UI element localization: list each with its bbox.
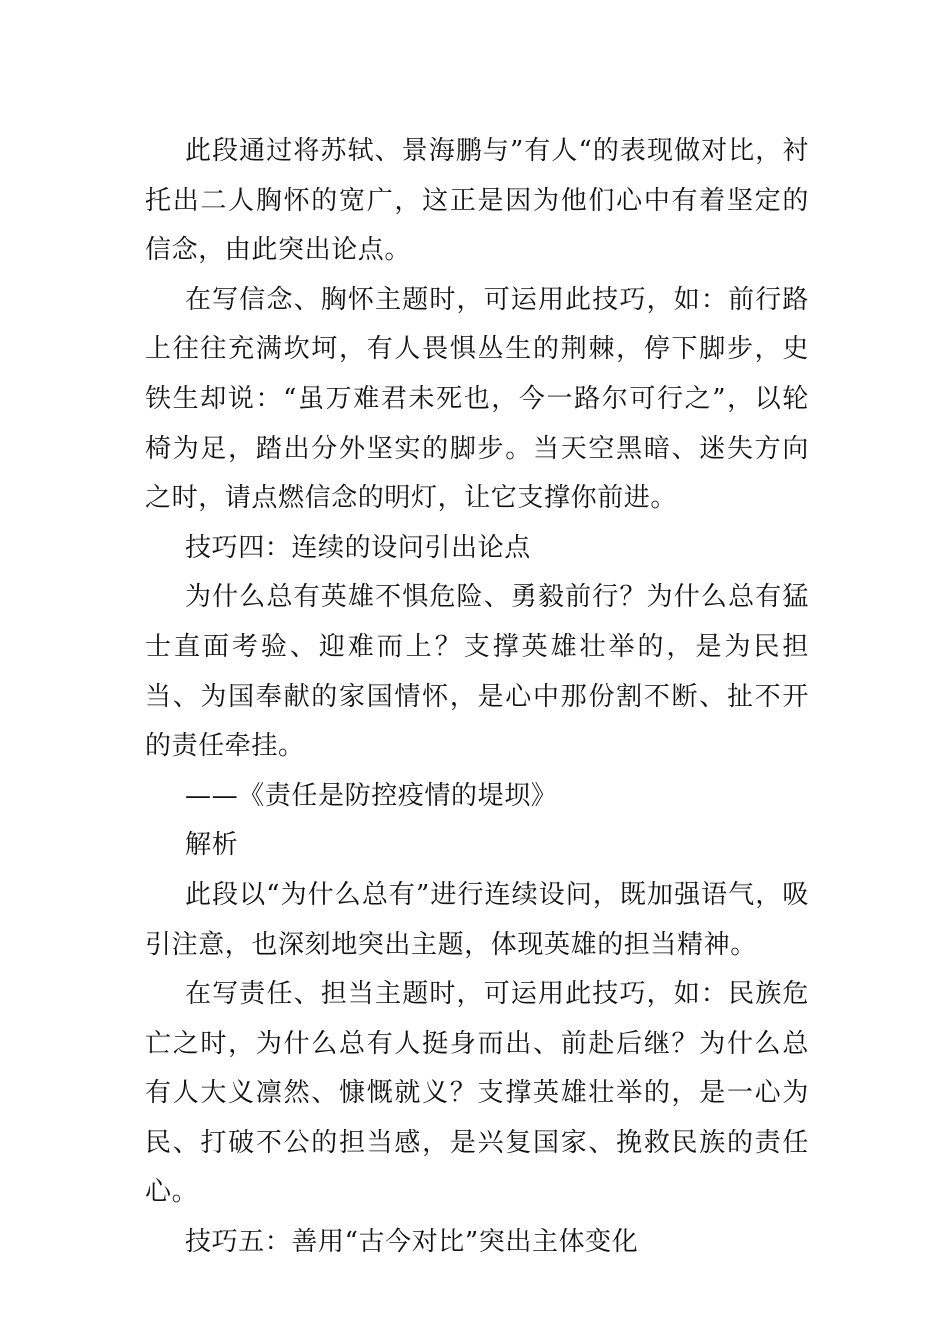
- paragraph-example-responsibility: 在写责任、担当主题时，可运用此技巧，如：民族危亡之时，为什么总有人挺身而出、前赴后继？为什么总有人大义凛然、慷慨就义？支撑英雄壮举的，是一心为民、打破不公的担当感，是兴复国家、挽救民族的责任心。: [145, 979, 809, 1208]
- paragraph-analysis-contrast: 此段通过将苏轼、景海鹏与”有人“的表现做对比，衬托出二人胸怀的宽广，这正是因为他们心中有着坚定的信念，由此突出论点。: [145, 136, 809, 266]
- document-body: [145, 127, 809, 1268]
- paragraph-quote-heroes: 为什么总有英雄不惧危险、勇毅前行？为什么总有猛士直面考验、迎难而上？支撑英雄壮举的，是为民担当、为国奉献的家国情怀，是心中那份割不断、扯不开的责任牵挂。: [145, 582, 809, 762]
- paragraph-analysis-rhetorical: 此段以“为什么总有”进行连续设问，既加强语气，吸引注意，也深刻地突出主题，体现英雄的担当精神。: [145, 879, 809, 960]
- quote-source: ——《责任是防控疫情的堤坝》: [185, 780, 558, 811]
- heading-analysis: 解析: [185, 830, 239, 861]
- heading-technique-five: 技巧五：善用“古今对比”突出主体变化: [185, 1227, 639, 1258]
- heading-technique-four: 技巧四：连续的设问引出论点: [185, 532, 531, 563]
- paragraph-example-belief: 在写信念、胸怀主题时，可运用此技巧，如：前行路上往往充满坎坷，有人畏惧丛生的荆棘，停下脚步，史铁生却说：“虽万难君未死也，今一路尔可行之”，以轮椅为足，踏出分外坚实的脚步。当天空黑暗、迷失方向之时，请点燃信念的明灯，让它支撑你前进。: [145, 284, 809, 514]
